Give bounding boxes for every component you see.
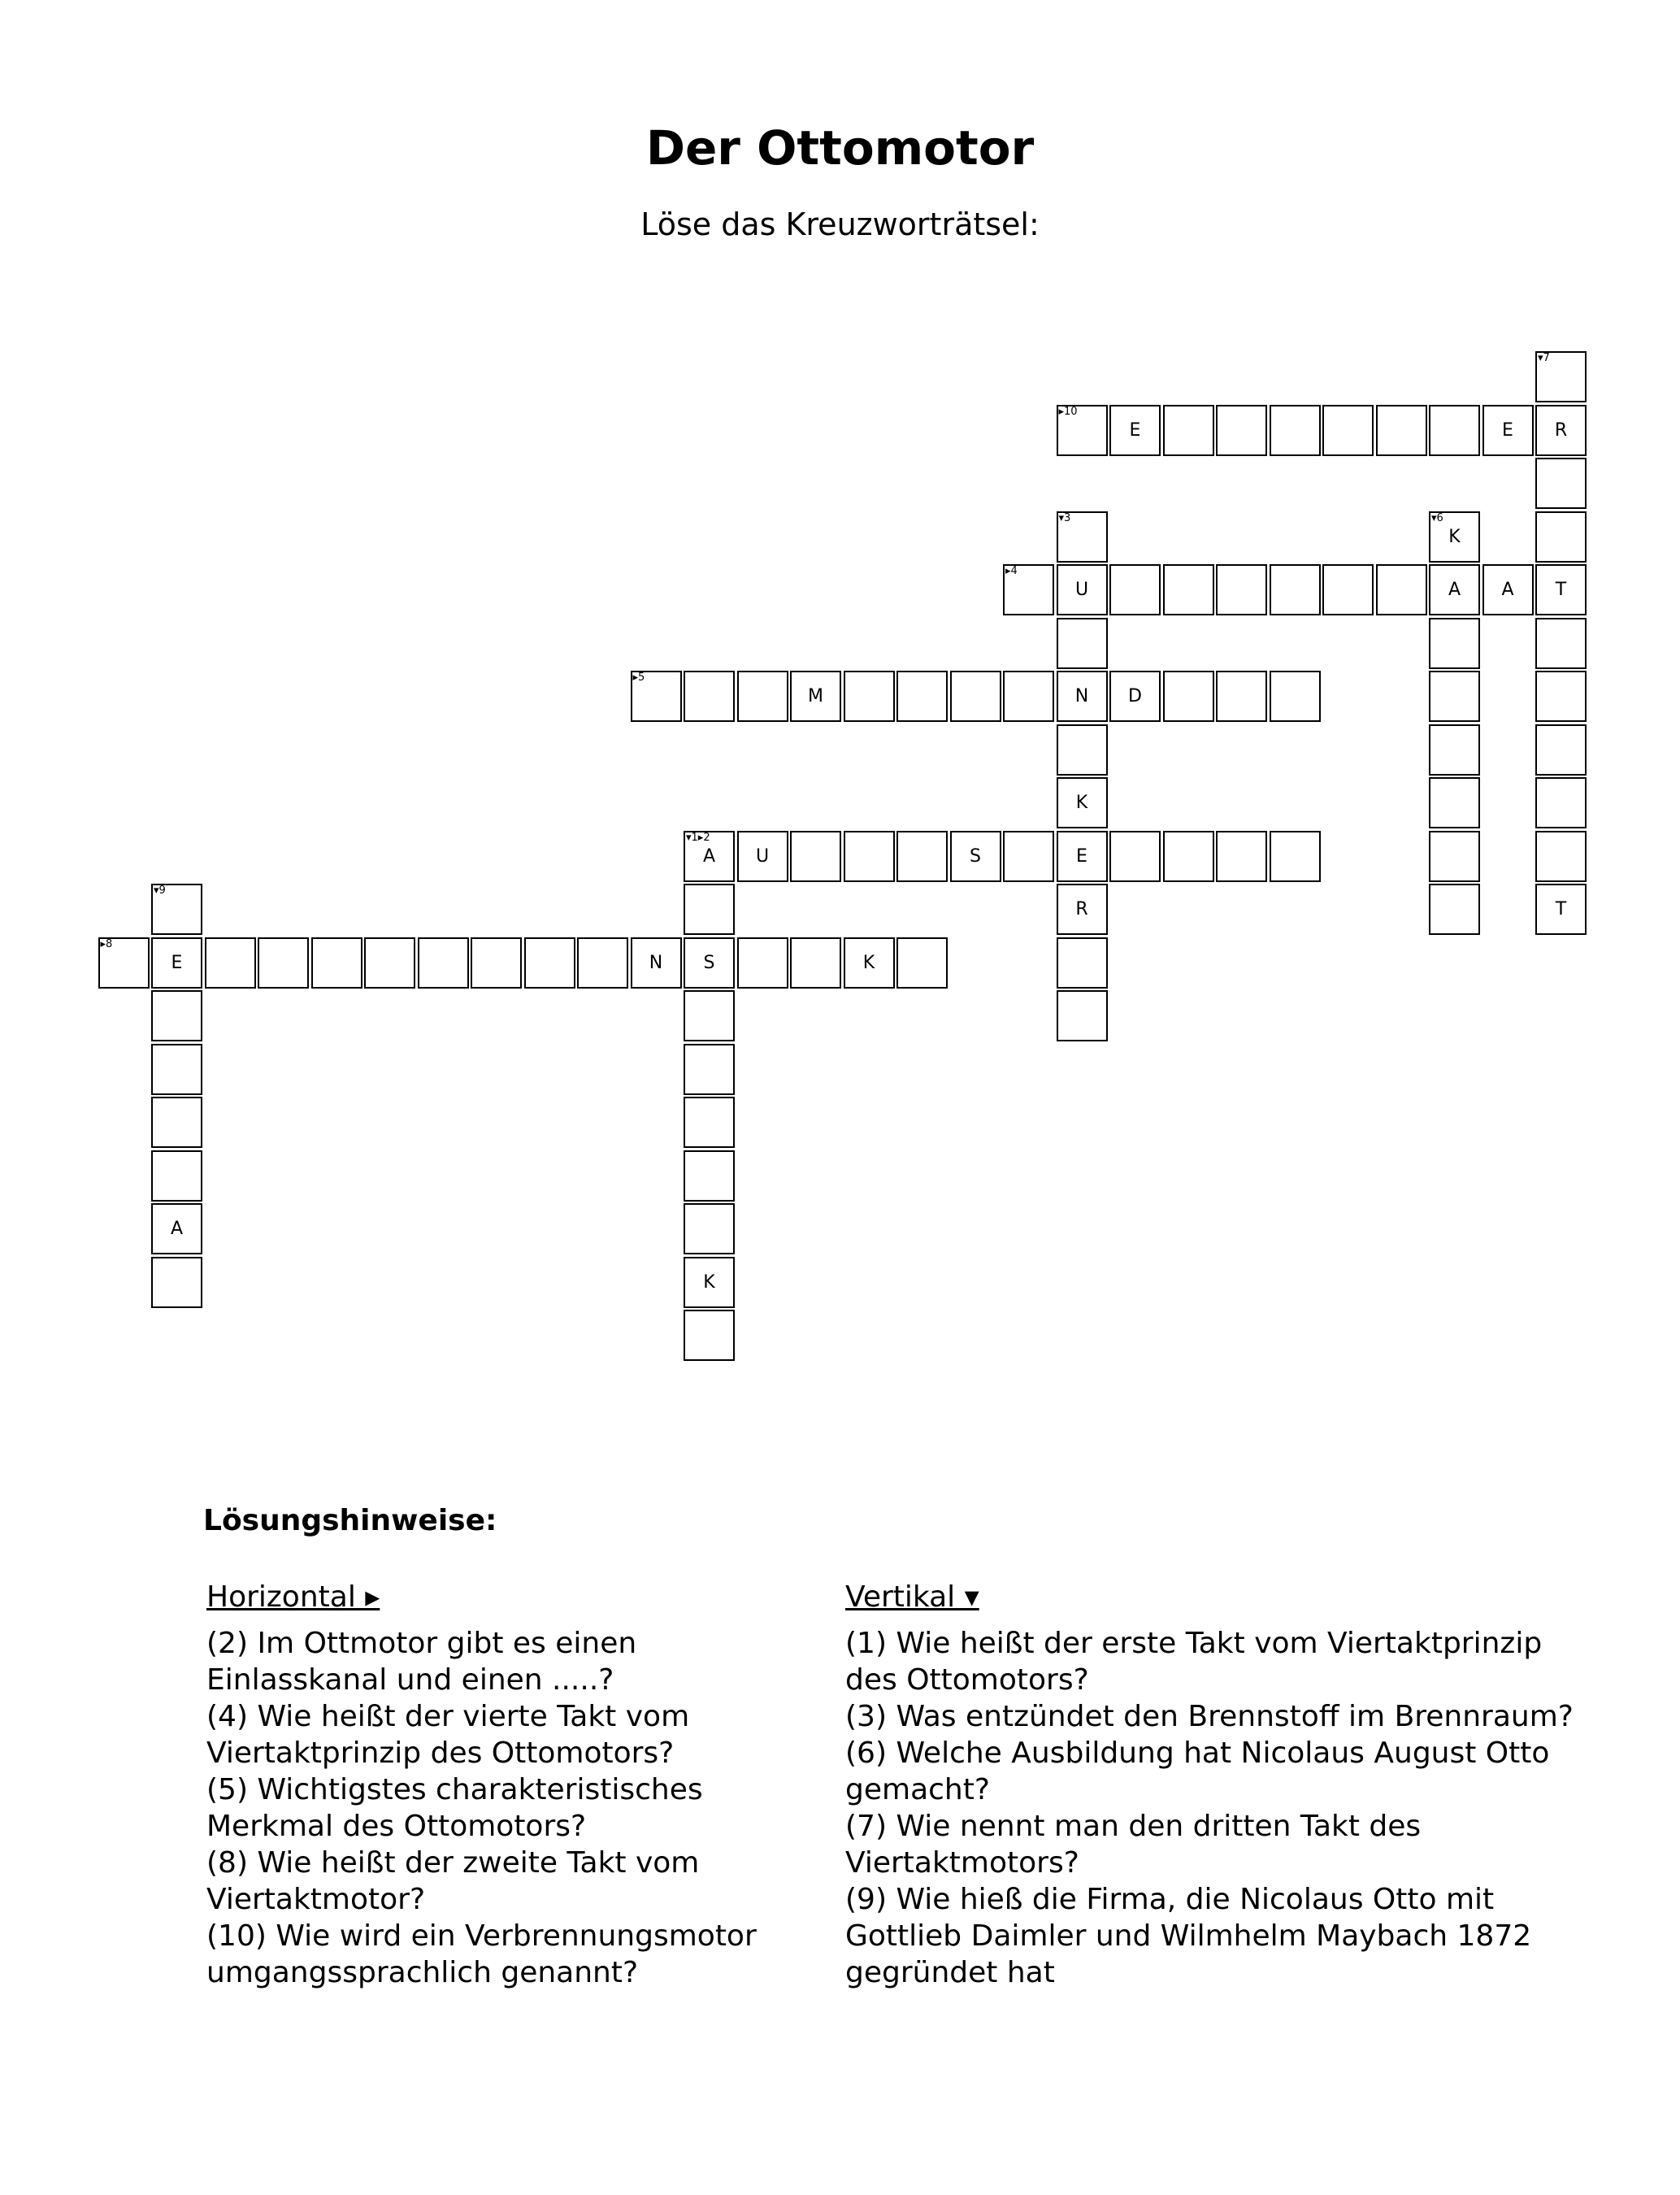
crossword-cell[interactable] [684, 1150, 735, 1202]
crossword-cell[interactable] [1535, 351, 1587, 402]
cell-letter: A [1501, 580, 1514, 600]
crossword-cell[interactable] [950, 671, 1001, 722]
cell-letter: K [703, 1271, 715, 1293]
cell-letter: K [862, 952, 875, 973]
crossword-cell[interactable] [151, 1257, 202, 1308]
crossword-cell[interactable] [1057, 564, 1108, 615]
clue-across-8: (8) Wie heißt der zweite Takt vom Viertaktmotor? [206, 1846, 700, 1916]
clue-number: ▸5 [632, 672, 645, 684]
clue-across-5: (5) Wichtigstes charakteristisches Merkmal des Ottomotors? [206, 1773, 703, 1843]
crossword-cell[interactable] [1535, 564, 1587, 615]
crossword-cell[interactable] [1429, 405, 1480, 456]
crossword-cell[interactable] [684, 831, 735, 882]
cell-letter: A [702, 845, 716, 867]
crossword-cell[interactable] [1057, 724, 1108, 776]
clue-across-2: (2) Im Ottmotor gibt es einen Einlasskanal und einen .....? [206, 1627, 637, 1697]
crossword-cell[interactable] [1429, 618, 1480, 669]
clue-number: ▾7 [1538, 352, 1550, 364]
crossword-cell[interactable] [1322, 564, 1374, 615]
crossword-cell[interactable] [1535, 458, 1587, 509]
clue-number: ▾3 [1058, 511, 1071, 524]
crossword-cell[interactable] [98, 937, 150, 989]
crossword-cell[interactable] [1535, 831, 1587, 882]
crossword-cell[interactable] [1057, 671, 1108, 722]
crossword-cell[interactable] [1535, 671, 1587, 722]
cell-letter: K [1448, 526, 1461, 547]
crossword-cell[interactable] [1535, 724, 1587, 776]
crossword-cell[interactable] [896, 937, 948, 989]
page-title: Der Ottomotor [645, 120, 1035, 176]
crossword-cell[interactable] [418, 937, 469, 989]
cell-letter: U [1074, 580, 1089, 600]
crossword-cell[interactable] [1057, 937, 1108, 989]
crossword-cell[interactable] [1270, 671, 1321, 722]
crossword-cell[interactable] [258, 937, 309, 989]
hints-heading: Lösungshinweise: [203, 1504, 497, 1537]
clue-number: ▸4 [1005, 565, 1018, 577]
cell-letter: A [1448, 580, 1461, 600]
crossword-cell[interactable] [896, 671, 948, 722]
crossword-cell[interactable] [1535, 405, 1587, 456]
crossword-cell[interactable] [1057, 990, 1108, 1041]
crossword-cell[interactable] [790, 831, 841, 882]
crossword-cell[interactable] [1270, 564, 1321, 615]
clue-number: ▸8 [100, 937, 113, 950]
crossword-cell[interactable] [1429, 511, 1480, 563]
clue-down-9: (9) Wie hieß die Firma, die Nicolaus Otto mit Gottlieb Daimler und Wilmhelm Maybach 1872 gegründet hat [845, 1883, 1532, 1989]
crossword-cell[interactable] [1057, 884, 1108, 935]
crossword-cell[interactable] [1163, 564, 1214, 615]
crossword-cell[interactable] [577, 937, 628, 989]
crossword-cell[interactable] [737, 671, 788, 722]
vertical-title: Vertikal ▾ [845, 1580, 979, 1614]
crossword-cell[interactable] [1003, 831, 1054, 882]
crossword-cell[interactable] [1057, 618, 1108, 669]
crossword-cell[interactable] [1482, 405, 1534, 456]
clue-down-6: (6) Welche Ausbildung hat Nicolaus August Otto gemacht? [845, 1736, 1550, 1806]
crossword-cell[interactable] [1163, 671, 1214, 722]
cell-letter: E [171, 952, 183, 973]
cell-letter: T [1555, 899, 1567, 919]
crossword-cell[interactable] [684, 990, 735, 1041]
crossword-cell[interactable] [151, 990, 202, 1041]
crossword-cell[interactable] [1216, 405, 1267, 456]
cell-letter: E [1129, 419, 1141, 441]
crossword-cell[interactable] [1109, 671, 1161, 722]
crossword-cell[interactable] [1535, 884, 1587, 935]
crossword-cell[interactable] [1003, 671, 1054, 722]
crossword-cell[interactable] [684, 884, 735, 935]
crossword-cell[interactable] [1216, 671, 1267, 722]
horizontal-clues [206, 1579, 824, 1991]
crossword-cell[interactable] [471, 937, 522, 989]
cell-letter: N [1074, 686, 1089, 706]
cell-letter: R [1075, 899, 1088, 919]
crossword-cell[interactable] [205, 937, 256, 989]
crossword-cell[interactable] [844, 831, 895, 882]
clue-across-4: (4) Wie heißt der vierte Takt vom Viertaktprinzip des Ottomotors? [206, 1700, 690, 1770]
crossword-cell[interactable] [684, 1310, 735, 1361]
crossword-cell[interactable] [524, 937, 575, 989]
page-subtitle: Löse das Kreuzworträtsel: [640, 206, 1040, 242]
crossword-cell[interactable] [1109, 405, 1161, 456]
crossword-cell[interactable] [1109, 564, 1161, 615]
crossword-cell[interactable] [151, 884, 202, 935]
crossword-cell[interactable] [1057, 511, 1108, 563]
crossword-cell[interactable] [684, 1257, 735, 1308]
crossword-cell[interactable] [631, 937, 682, 989]
crossword-cell[interactable] [1216, 564, 1267, 615]
cell-letter: E [1076, 845, 1087, 867]
crossword-cell[interactable] [684, 937, 735, 989]
crossword-cell[interactable] [1376, 405, 1427, 456]
cell-letter: S [970, 845, 981, 867]
clue-across-10: (10) Wie wird ein Verbrennungsmotor umgangssprachlich genannt? [206, 1919, 757, 1989]
crossword-cell[interactable] [1482, 564, 1534, 615]
crossword-cell[interactable] [790, 671, 841, 722]
crossword-cell[interactable] [684, 1203, 735, 1254]
cell-letter: E [1502, 419, 1513, 441]
crossword-cell[interactable] [151, 1203, 202, 1254]
clue-number: ▾1▸2 [686, 831, 710, 844]
crossword-cell[interactable] [844, 937, 895, 989]
crossword-cell[interactable] [737, 831, 788, 882]
cell-letter: U [755, 845, 770, 867]
crossword-cell[interactable] [151, 937, 202, 989]
crossword-cell[interactable] [1163, 831, 1214, 882]
clue-number: ▸10 [1058, 405, 1078, 418]
crossword-cell[interactable] [737, 937, 788, 989]
cell-letter: D [1128, 686, 1142, 706]
crossword-cell[interactable] [151, 1150, 202, 1202]
clue-down-1: (1) Wie heißt der erste Takt vom Viertaktprinzip des Ottomotors? [845, 1627, 1543, 1697]
crossword-cell[interactable] [631, 671, 682, 722]
clue-down-7: (7) Wie nennt man den dritten Takt des Viertaktmotors? [845, 1810, 1422, 1880]
crossword-cell[interactable] [684, 1097, 735, 1148]
crossword-cell[interactable] [1109, 831, 1161, 882]
clue-number: ▾9 [154, 885, 166, 897]
crossword-cell[interactable] [1535, 511, 1587, 563]
crossword-cell[interactable] [1429, 884, 1480, 935]
crossword-cell[interactable] [1057, 405, 1108, 456]
crossword-cell[interactable] [1057, 831, 1108, 882]
crossword-cell[interactable] [1429, 724, 1480, 776]
crossword-cell[interactable] [1003, 564, 1054, 615]
crossword-cell[interactable] [844, 671, 895, 722]
crossword-cell[interactable] [1057, 777, 1108, 828]
crossword-cell[interactable] [896, 831, 948, 882]
crossword-cell[interactable] [1270, 831, 1321, 882]
crossword-cell[interactable] [1429, 564, 1480, 615]
crossword-cell[interactable] [1376, 564, 1427, 615]
crossword-cell[interactable] [1535, 618, 1587, 669]
crossword-cell[interactable] [1322, 405, 1374, 456]
crossword-cell[interactable] [1429, 671, 1480, 722]
cell-letter: T [1555, 580, 1567, 600]
cell-letter: R [1554, 419, 1568, 441]
crossword-cell[interactable] [950, 831, 1001, 882]
crossword-cell[interactable] [151, 1097, 202, 1148]
horizontal-title: Horizontal ▸ [206, 1580, 380, 1614]
clue-number: ▾6 [1431, 511, 1443, 524]
crossword-cell[interactable] [311, 937, 362, 989]
clue-down-3: (3) Was entzündet den Brennstoff im Brennraum? [845, 1700, 1574, 1733]
crossword-cell[interactable] [684, 671, 735, 722]
crossword-cell[interactable] [1216, 831, 1267, 882]
cell-letter: M [808, 686, 823, 706]
cell-letter: S [703, 952, 715, 973]
cell-letter: N [649, 952, 663, 973]
crossword-cell[interactable] [1270, 405, 1321, 456]
cell-letter: K [1075, 793, 1088, 813]
crossword-cell[interactable] [684, 1044, 735, 1095]
crossword-cell[interactable] [1535, 777, 1587, 828]
crossword-cell[interactable] [1429, 777, 1480, 828]
vertical-clues [845, 1579, 1577, 1991]
crossword-cell[interactable] [1429, 831, 1480, 882]
crossword-cell[interactable] [364, 937, 415, 989]
cell-letter: A [170, 1219, 184, 1239]
crossword-cell[interactable] [1163, 405, 1214, 456]
crossword-cell[interactable] [151, 1044, 202, 1095]
crossword-cell[interactable] [790, 937, 841, 989]
